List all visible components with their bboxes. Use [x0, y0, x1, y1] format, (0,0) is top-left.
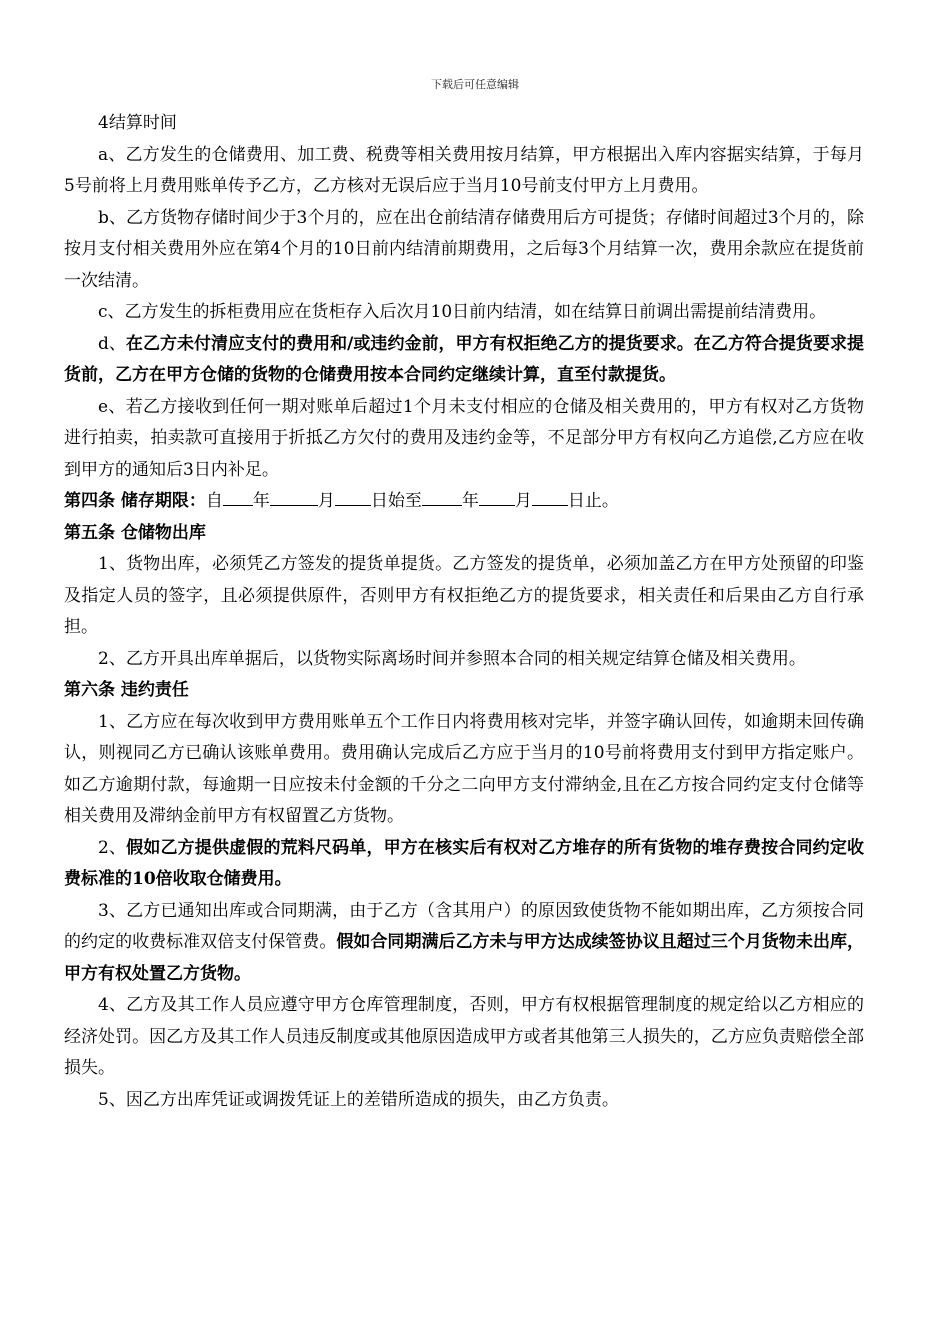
section-4-title: 4结算时间 [98, 113, 177, 133]
clause-4b: b、乙方货物存储时间少于3个月的，应在出仓前结清存储费用后方可提货；存储时间超过3个月的，除按月支付相关费用外应在第4个月的10日前内结清前期费用，之后每3个月结算一次，费用余款应在提货前一次结清。 [64, 207, 864, 291]
article-6-clause-2-prefix: 2、 [98, 837, 127, 858]
article-4-title: 第四条 储存期限： [64, 491, 206, 511]
blank-end-year [422, 488, 462, 506]
blank-start-year [223, 488, 253, 506]
blank-end-month [479, 488, 515, 506]
clause-4e: e、若乙方接收到任何一期对账单后超过1个月未支付相应的仓储及相关费用的，甲方有权对乙方货物进行拍卖，拍卖款可直接用于折抵乙方欠付的费用及违约金等，不足部分甲方有权向乙方追偿,乙方应在收到甲方的通知后3日内补足。 [64, 396, 864, 480]
date-end-suffix: 日止。 [567, 491, 619, 511]
date-end-year-label: 年 [461, 491, 479, 511]
article-6-clause-4: 4、乙方及其工作人员应遵守甲方仓库管理制度，否则，甲方有权根据管理制度的规定给以乙方相应的经济处罚。因乙方及其工作人员违反制度或其他原因造成甲方或者其他第三人损失的，乙方应负责赔偿全部损失。 [64, 995, 864, 1078]
date-from-suffix: 日始至 [370, 491, 422, 511]
blank-end-day [532, 488, 568, 506]
article-6-clause-3-normal: 3、乙方已通知出库或合同期满，由于乙方（含其用户）的原因致使货物不能如期出库，乙方须按合同的约定的收费标准双倍支付保管费。 [64, 900, 864, 952]
article-6-clause-2-bold: 假如乙方提供虚假的荒料尺码单，甲方在核实后有权对乙方堆存的所有货物的堆存费按合同约定收费标准的10倍收取仓储费用。 [64, 837, 865, 889]
article-6-clause-3-bold: 假如合同期满后乙方未与甲方达成续签协议且超过三个月货物未出库，甲方有权处置乙方货物。 [64, 932, 865, 984]
article-6-title: 第六条 违约责任 [64, 680, 189, 700]
blank-start-day [335, 488, 371, 506]
date-year-label: 年 [252, 491, 270, 511]
page-header: 下载后可任意编辑 [431, 78, 519, 91]
clause-4d-bold: 在乙方未付清应支付的费用和/或违约金前，甲方有权拒绝乙方的提货要求。在乙方符合提货要求提货前，乙方在甲方仓储的货物的仓储费用按本合同约定继续计算，直至付款提货。 [64, 333, 864, 385]
clause-4a: a、乙方发生的仓储费用、加工费、税费等相关费用按月结算，甲方根据出入库内容据实结算，于每月5号前将上月费用账单传予乙方，乙方核对无误后应于当月10号前支付甲方上月费用。 [64, 144, 864, 196]
clause-4d-prefix: d、 [98, 333, 126, 354]
clause-4d [64, 329, 864, 392]
article-6-clause-5: 5、因乙方出库凭证或调拨凭证上的差错所造成的损失，由乙方负责。 [98, 1089, 619, 1110]
blank-start-month [270, 488, 318, 506]
article-6-clause-3 [64, 896, 864, 991]
article-4 [64, 486, 864, 518]
date-end-month-label: 月 [514, 491, 532, 511]
clause-4c: c、乙方发生的拆柜费用应在货柜存入后次月10日前内结清，如在结算日前调出需提前结清费用。 [98, 302, 827, 322]
article-5-clause-1: 1、货物出库，必须凭乙方签发的提货单提货。乙方签发的提货单，必须加盖乙方在甲方处预留的印鉴及指定人员的签字，且必须提供原件，否则甲方有权拒绝乙方的提货要求，相关责任和后果由乙方自行承担。 [64, 554, 864, 637]
date-month-label: 月 [317, 491, 335, 511]
date-from-prefix: 自 [205, 491, 223, 511]
document-body [64, 108, 864, 1116]
article-5-title: 第五条 仓储物出库 [64, 522, 206, 543]
article-6-clause-1: 1、乙方应在每次收到甲方费用账单五个工作日内将费用核对完毕，并签字确认回传，如逾期未回传确认，则视同乙方已确认该账单费用。费用确认完成后乙方应于当月的10号前将费用支付到甲方指定账户。如乙方逾期付款，每逾期一日应按未付金额的千分之二向甲方支付滞纳金,且在乙方按合同约定支付仓储等相关费用及滞纳金前甲方有权留置乙方货物。 [64, 711, 864, 826]
article-6-clause-2 [64, 833, 864, 896]
article-5-clause-2: 2、乙方开具出库单据后，以货物实际离场时间并参照本合同的相关规定结算仓储及相关费用。 [98, 648, 806, 669]
